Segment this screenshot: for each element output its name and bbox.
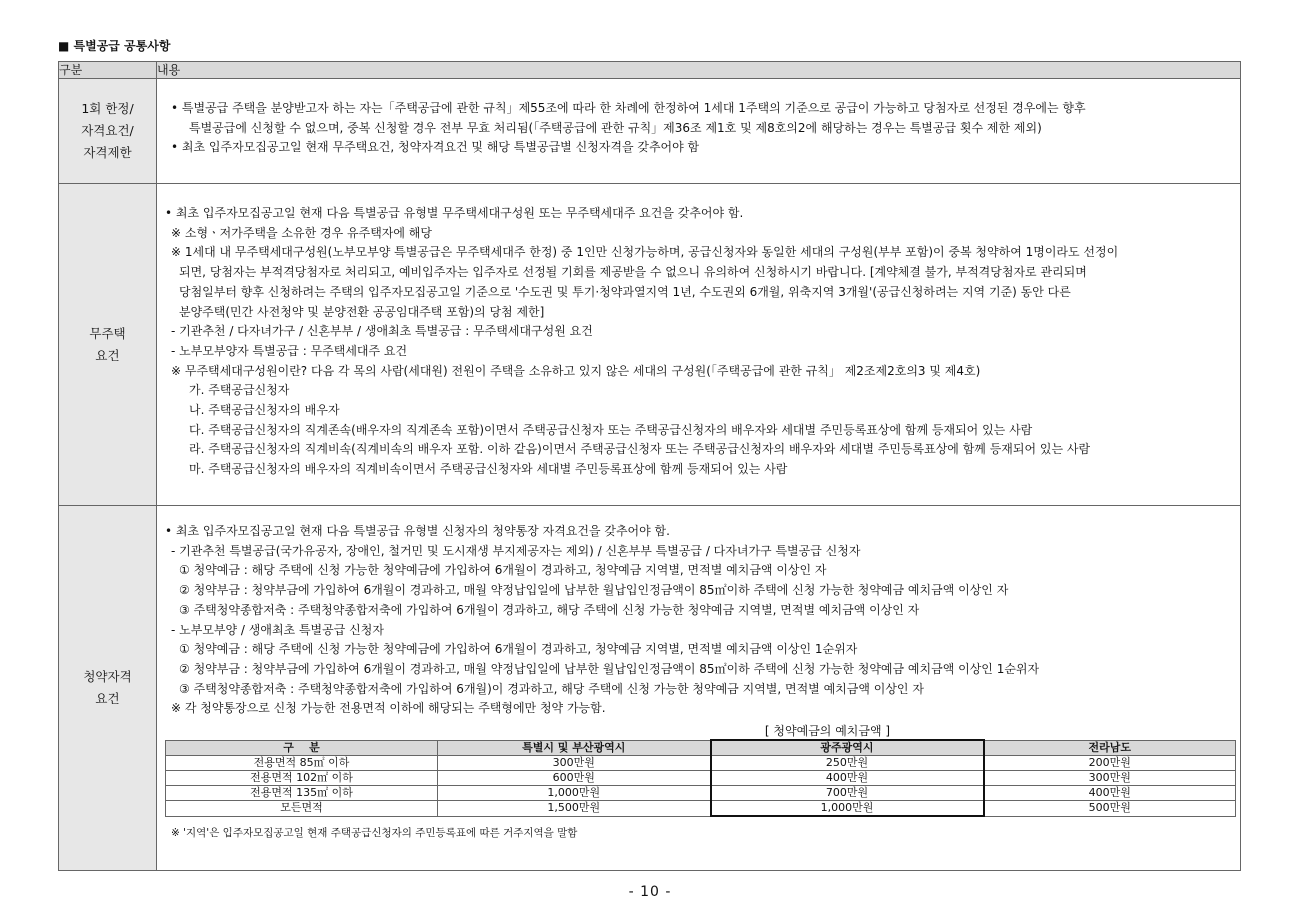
region-note: ※ '지역'은 입주자모집공고일 현재 주택공급신청자의 주민등록표에 따른 거주지역을 말함 xyxy=(171,827,578,840)
deposit-header-cell: 특별시 및 부산광역시 xyxy=(438,740,711,756)
category-cell xyxy=(59,184,157,506)
deposit-row xyxy=(166,801,1236,817)
category-line: 요건 xyxy=(95,347,120,363)
content-line: • 최초 입주자모집공고일 현재 무주택요건, 청약자격요건 및 해당 특별공급별 신청자격을 갖추어야 함 xyxy=(171,140,700,155)
category-line: 자격제한 xyxy=(83,145,132,160)
content-line: - 노부모부양자 특별공급 : 무주택세대주 요건 xyxy=(171,343,408,358)
content-line: 당첨일부터 향후 신청하려는 주택의 입주자모집공고일 기준으로 '수도권 및 투기·청약과열지역 1년, 수도권외 6개월, 위축지역 3개월'(공급신청하려는 지역 기준) 동안 다른 xyxy=(179,284,1071,299)
deposit-cell: 전용면적 135㎡ 이하 xyxy=(166,786,438,801)
deposit-cell: 400만원 xyxy=(984,786,1236,801)
deposit-table-caption: [ 청약예금의 예치금액 ] xyxy=(764,724,891,739)
deposit-header-cell: 광주광역시 xyxy=(711,740,984,756)
content-line: ※ 소형ㆍ저가주택을 소유한 경우 유주택자에 해당 xyxy=(171,225,432,240)
content-line: ① 청약예금 : 해당 주택에 신청 가능한 청약예금에 가입하여 6개월이 경과하고, 청약예금 지역별, 면적별 예치금액 이상인 자 xyxy=(179,563,827,578)
content-line: 나. 주택공급신청자의 배우자 xyxy=(189,403,340,418)
content-cell xyxy=(157,184,1241,506)
category-line: 요건 xyxy=(95,691,120,706)
content-line: • 최초 입주자모집공고일 현재 다음 특별공급 유형별 신청자의 청약통장 자격요건을 갖추어야 함. xyxy=(165,524,670,538)
content-line: ① 청약예금 : 해당 주택에 신청 가능한 청약예금에 가입하여 6개월이 경과하고, 청약예금 지역별, 면적별 예치금액 이상인 1순위자 xyxy=(179,642,858,657)
header-content: 내용 xyxy=(157,62,1241,79)
deposit-cell: 1,500만원 xyxy=(438,801,711,817)
content-line: 다. 주택공급신청자의 직계존속(배우자의 직계존속 포함)이면서 주택공급신청자 또는 주택공급신청자의 배우자와 세대별 주민등록표상에 함께 등재되어 있는 사람 xyxy=(189,422,1033,437)
deposit-table xyxy=(165,739,1236,817)
deposit-cell: 1,000만원 xyxy=(711,801,984,817)
table-row xyxy=(59,79,1241,184)
content-line: ② 청약부금 : 청약부금에 가입하여 6개월이 경과하고, 매월 약정납입일에 납부한 월납입인정금액이 85㎡이하 주택에 신청 가능한 청약예금 예치금액 이상인 1순위자 xyxy=(179,661,1040,676)
special-supply-table xyxy=(58,61,1241,871)
content-line: - 기관추천 / 다자녀가구 / 신혼부부 / 생애최초 특별공급 : 무주택세대구성원 요건 xyxy=(171,324,593,339)
deposit-cell: 1,000만원 xyxy=(438,786,711,801)
content-line: 분양주택(민간 사전청약 및 분양전환 공공임대주택 포함)의 당첨 제한] xyxy=(179,304,545,319)
deposit-header-cell: 전라남도 xyxy=(984,740,1236,756)
deposit-cell: 500만원 xyxy=(984,801,1236,817)
table-row xyxy=(59,506,1241,871)
content-line: ※ 무주택세대구성원이란? 다음 각 목의 사람(세대원) 전원이 주택을 소유하고 있지 않은 세대의 구성원(「주택공급에 관한 규칙」 제2조제2호의3 및 제4호) xyxy=(171,363,981,378)
content-line: ※ 1세대 내 무주택세대구성원(노부모부양 특별공급은 무주택세대주 한정) 중 1인만 신청가능하며, 공급신청자와 동일한 세대의 구성원(부부 포함)이 중복 청약하여 1명이라도 선정이 xyxy=(171,245,1119,260)
deposit-cell: 전용면적 85㎡ 이하 xyxy=(166,756,438,771)
deposit-header-row xyxy=(166,740,1236,756)
deposit-row xyxy=(166,756,1236,771)
table-header-row xyxy=(59,62,1241,79)
deposit-cell: 300만원 xyxy=(984,771,1236,786)
content-line: 라. 주택공급신청자의 직계비속(직계비속의 배우자 포함. 이하 같음)이면서 주택공급신청자 또는 주택공급신청자의 배우자와 세대별 주민등록표상에 함께 등재되어 있는 사람 xyxy=(189,442,1091,457)
content-line: ※ 각 청약통장으로 신청 가능한 전용면적 이하에 해당되는 주택형에만 청약 가능함. xyxy=(171,701,606,716)
deposit-cell: 600만원 xyxy=(438,771,711,786)
deposit-row xyxy=(166,771,1236,786)
deposit-header-cell: 구 분 xyxy=(166,740,438,756)
deposit-cell: 250만원 xyxy=(711,756,984,771)
category-line: 1회 한정/ xyxy=(81,101,134,116)
header-category: 구분 xyxy=(59,62,157,79)
deposit-cell: 700만원 xyxy=(711,786,984,801)
deposit-cell: 200만원 xyxy=(984,756,1236,771)
content-line: 마. 주택공급신청자의 배우자의 직계비속이면서 주택공급신청자와 세대별 주민등록표상에 함께 등재되어 있는 사람 xyxy=(189,462,788,477)
content-line: • 특별공급 주택을 분양받고자 하는 자는「주택공급에 관한 규칙」제55조에 따라 한 차례에 한정하여 1세대 1주택의 기준으로 공급이 가능하고 당첨자로 선정된 경우에는 향후 xyxy=(171,101,1086,115)
content-line: ② 청약부금 : 청약부금에 가입하여 6개월이 경과하고, 매월 약정납입일에 납부한 월납입인정금액이 85㎡이하 주택에 신청 가능한 청약예금 예치금액 이상인 자 xyxy=(179,583,1009,598)
content-cell xyxy=(157,506,1241,871)
category-line: 청약자격 xyxy=(83,669,132,684)
category-line: 자격요건/ xyxy=(81,123,134,138)
content-line: 특별공급에 신청할 수 없으며, 중복 신청할 경우 전부 무효 처리됨(「주택공급에 관한 규칙」제36조 제1호 및 제8호의2에 해당하는 경우는 특별공급 횟수 제한 제외) xyxy=(189,120,1042,135)
content-line: - 노부모부양 / 생애최초 특별공급 신청자 xyxy=(171,622,384,637)
deposit-cell: 400만원 xyxy=(711,771,984,786)
category-cell xyxy=(59,79,157,184)
content-line: 가. 주택공급신청자 xyxy=(189,383,290,398)
content-cell xyxy=(157,79,1241,184)
table-row xyxy=(59,184,1241,506)
category-line: 무주택 xyxy=(89,325,126,341)
content-line: ③ 주택청약종합저축 : 주택청약종합저축에 가입하여 6개월)이 경과하고, 해당 주택에 신청 가능한 청약예금 지역별, 면적별 예치금액 이상인 자 xyxy=(179,681,924,696)
deposit-cell: 전용면적 102㎡ 이하 xyxy=(166,771,438,786)
section-title: ■ 특별공급 공통사항 xyxy=(58,39,171,53)
content-line: - 기관추천 특별공급(국가유공자, 장애인, 철거민 및 도시재생 부지제공자는 제외) / 신혼부부 특별공급 / 다자녀가구 특별공급 신청자 xyxy=(171,543,861,558)
category-cell xyxy=(59,506,157,871)
content-line: 되면, 당첨자는 부적격당첨자로 처리되고, 예비입주자는 입주자로 선정될 기회를 제공받을 수 없으니 유의하여 신청하시기 바랍니다. [계약체결 불가, 부적격당첨자로 관리되며 xyxy=(179,265,1087,280)
deposit-row xyxy=(166,786,1236,801)
content-line: • 최초 입주자모집공고일 현재 다음 특별공급 유형별 무주택세대구성원 또는 무주택세대주 요건을 갖추어야 함. xyxy=(165,206,744,220)
page-number: - 10 - xyxy=(628,884,672,900)
content-line: ③ 주택청약종합저축 : 주택청약종합저축에 가입하여 6개월이 경과하고, 해당 주택에 신청 가능한 청약예금 지역별, 면적별 예치금액 이상인 자 xyxy=(179,602,920,617)
deposit-cell: 300만원 xyxy=(438,756,711,771)
deposit-cell: 모든면적 xyxy=(166,801,438,817)
